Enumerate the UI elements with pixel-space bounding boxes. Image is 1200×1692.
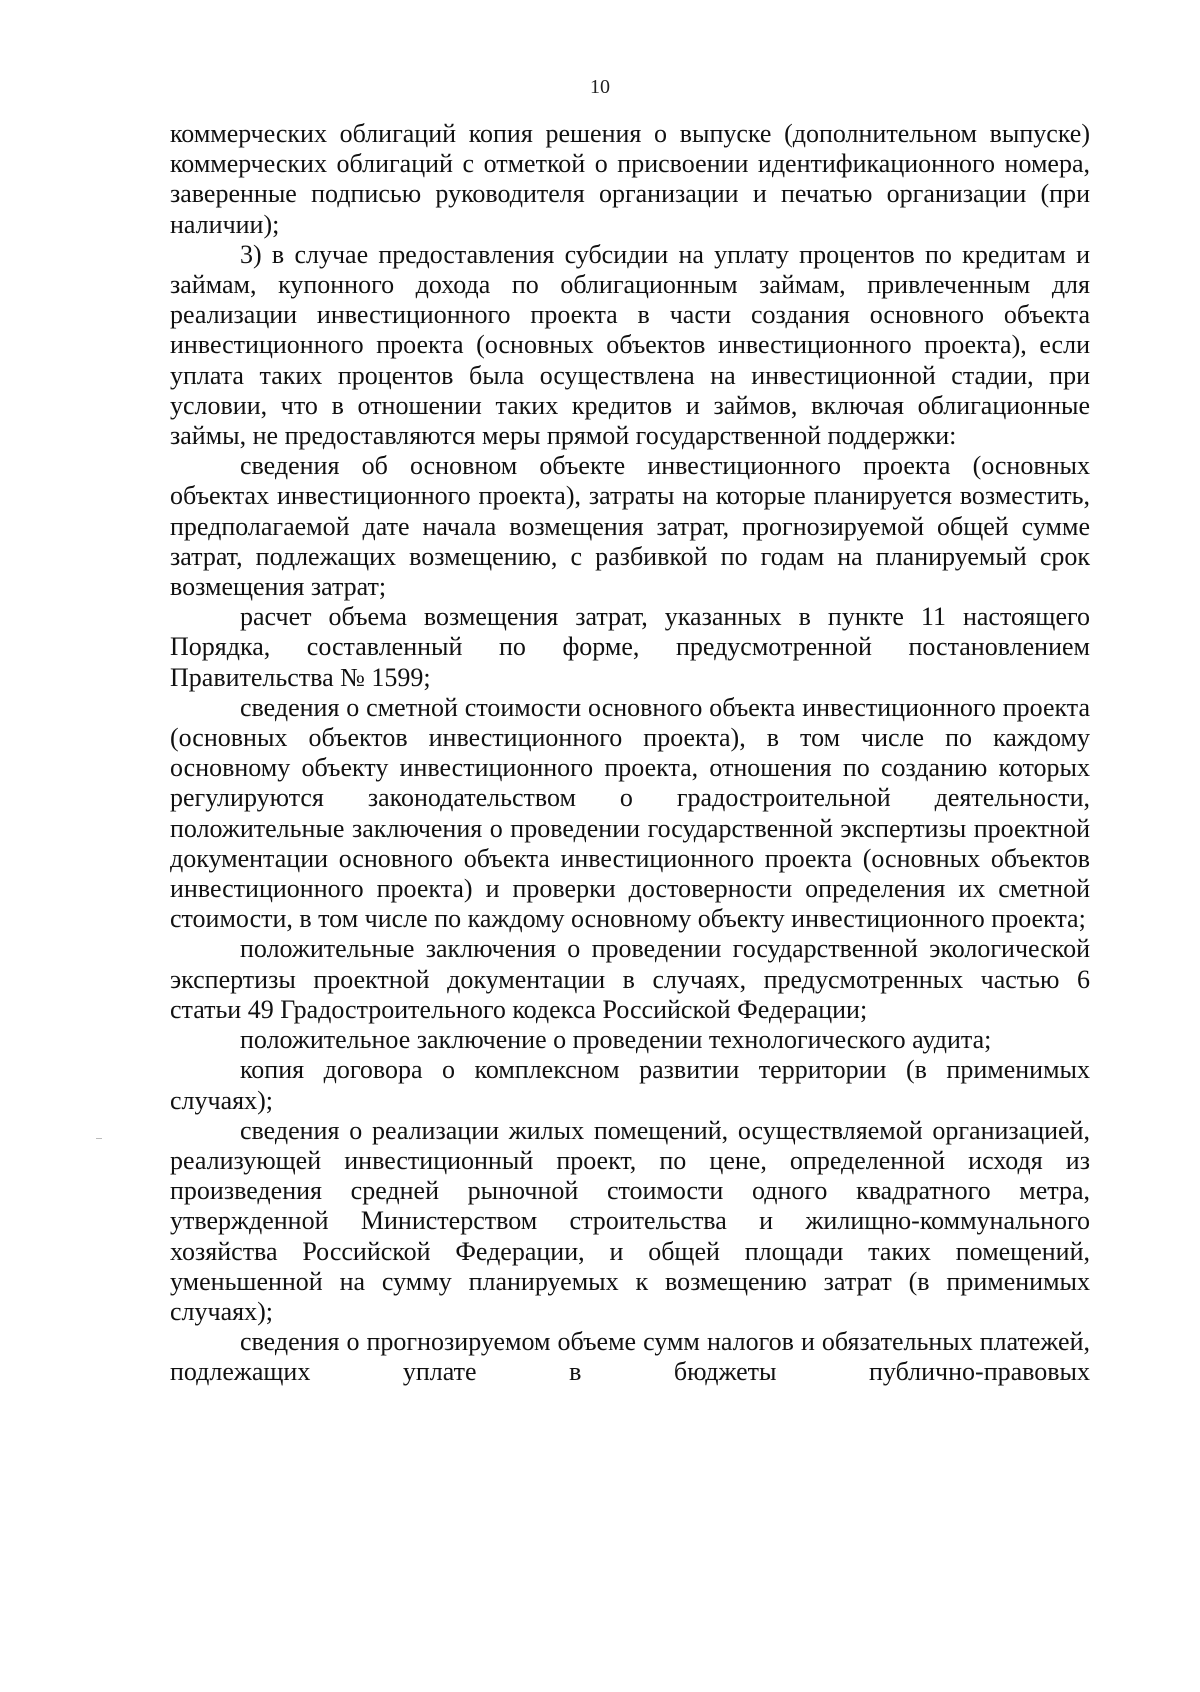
paragraph-1: коммерческих облигаций копия решения о выпуске (дополнительном выпуске) коммерческих облигаций с отметкой о присвоении идентификационного номера, заверенные подписью руководителя организации и печатью организации (при наличии);	[170, 119, 1090, 239]
paragraph-4: расчет объема возмещения затрат, указанных в пункте 11 настоящего Порядка, составленный по форме, предусмотренной постановлением Правительства № 1599;	[170, 602, 1090, 692]
paragraph-7: положительное заключение о проведении технологического аудита;	[240, 1025, 992, 1055]
scan-artifact-mark	[96, 1138, 102, 1139]
document-body	[170, 119, 1090, 1388]
paragraph-9: сведения о реализации жилых помещений, осуществляемой организацией, реализующей инвестиционный проект, по цене, определенной исходя из произведения средней рыночной стоимости одного квадратного метра, утвержденной Министерством строительства и жилищно-коммунального хозяйства Российской Федерации, и общей площади таких помещений, уменьшенной на сумму планируемых к возмещению затрат (в применимых случаях);	[170, 1115, 1090, 1326]
paragraph-5: сведения о сметной стоимости основного объекта инвестиционного проекта (основных объектов инвестиционного проекта), в том числе по каждому основному объекту инвестиционного проекта, отношения по созданию которых регулируются законодательством о градостроительной деятельности, положительные заключения о проведении государственной экспертизы проектной документации основного объекта инвестиционного проекта (основных объектов инвестиционного проекта) и проверки достоверности определения их сметной стоимости, в том числе по каждому основному объекту инвестиционного проекта;	[170, 692, 1090, 934]
paragraph-3: сведения об основном объекте инвестиционного проекта (основных объектах инвестиционного проекта), затраты на которые планируется возместить, предполагаемой дате начала возмещения затрат, прогнозируемой общей сумме затрат, подлежащих возмещению, с разбивкой по годам на планируемый срок возмещения затрат;	[170, 451, 1090, 602]
page-number: 10	[590, 76, 610, 98]
paragraph-8: копия договора о комплексном развитии территории (в применимых случаях);	[170, 1055, 1090, 1115]
paragraph-6: положительные заключения о проведении государственной экологической экспертизы проектной документации в случаях, предусмотренных частью 6 статьи 49 Градостроительного кодекса Российской Федерации;	[170, 934, 1090, 1024]
paragraph-10: сведения о прогнозируемом объеме сумм налогов и обязательных платежей, подлежащих уплате в бюджеты публично-правовых	[170, 1327, 1090, 1387]
paragraph-2: 3) в случае предоставления субсидии на уплату процентов по кредитам и займам, купонного дохода по облигационным займам, привлеченным для реализации инвестиционного проекта в части создания основного объекта инвестиционного проекта (основных объектов инвестиционного проекта), если уплата таких процентов была осуществлена на инвестиционной стадии, при условии, что в отношении таких кредитов и займов, включая облигационные займы, не предоставляются меры прямой государственной поддержки:	[170, 239, 1090, 451]
